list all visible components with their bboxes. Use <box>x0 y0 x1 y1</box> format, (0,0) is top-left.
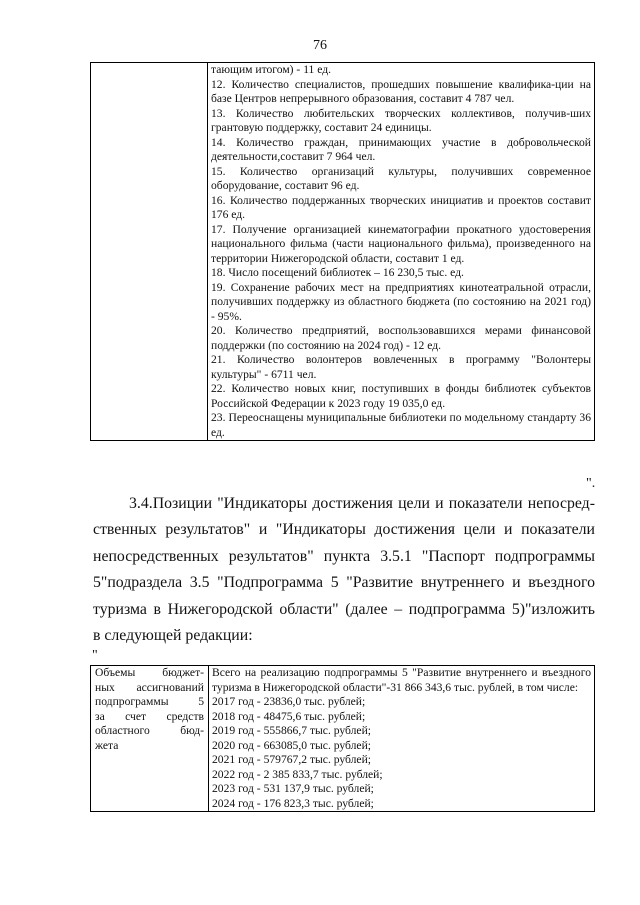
budget-year-item: 2021 год - 579767,2 тыс. рублей; <box>212 753 372 766</box>
list-item: 21. Количество волонтеров вовлеченных в программу "Волонтеры культуры" - 6711 чел. <box>211 353 591 381</box>
budget-year-item: 2022 год - 2 385 833,7 тыс. рублей; <box>212 767 383 781</box>
paragraph-line: в следующей редакции: <box>93 627 253 645</box>
list-item: 23. Переоснащены муниципальные библиотеки по модельному стандарту 36 ед. <box>211 411 591 439</box>
budget-intro: Всего на реализацию подпрограммы 5 "Развитие внутреннего и въездного туризма в Нижегородской области"-31 866 343,6 тыс. рублей, в том числе: <box>212 666 591 694</box>
list-item: 19. Сохранение рабочих мест на предприятиях кинотеатральной отрасли, получивших поддержку из областного бюджета (по состоянию на 2021 год) - 95%. <box>211 280 591 323</box>
budget-label-cell <box>91 666 209 812</box>
list-item: тающим итогом) - 11 ед. <box>211 63 332 76</box>
table-row <box>91 666 595 812</box>
paragraph-line: 5"подраздела 3.5 "Подпрограмма 5 "Развитие внутреннего и въездного <box>93 574 595 592</box>
budget-year-item: 2019 год - 555866,7 тыс. рублей; <box>212 724 372 737</box>
table-row <box>91 63 595 441</box>
paragraph-line: непосредственных результатов" пункта 3.5.1 "Паспорт подпрограммы <box>93 547 595 565</box>
list-item: 16. Количество поддержанных творческих инициатив и проектов составит 176 ед. <box>211 193 591 221</box>
paragraph-line: туризма в Нижегородской области" (далее – подпрограмма 5)"изложить <box>93 600 595 618</box>
budget-value-cell <box>209 666 595 812</box>
table-value-cell <box>208 63 595 441</box>
amendment-paragraph <box>93 491 595 649</box>
budget-label-line: областного бюд- <box>95 724 204 737</box>
budget-year-item: 2018 год - 48475,6 тыс. рублей; <box>212 709 366 723</box>
list-item: 15. Количество организаций культуры, получивших современное оборудование, составит 96 ед. <box>211 164 591 192</box>
budget-year-item: 2020 год - 663085,0 тыс. рублей; <box>212 738 372 752</box>
table-label-cell <box>91 63 208 441</box>
list-item: 20. Количество предприятий, воспользовавшихся мерами финансовой поддержки (по состоянию на 2024 год) - 12 ед. <box>211 324 591 352</box>
budget-label-line: за счет средств <box>95 709 204 723</box>
budget-allocations-table <box>90 665 595 812</box>
budget-year-item: 2024 год - 176 823,3 тыс. рублей; <box>212 796 374 810</box>
page-number: 76 <box>313 38 327 53</box>
budget-year-item: 2017 год - 23836,0 тыс. рублей; <box>212 695 366 708</box>
list-item: 18. Число посещений библиотек – 16 230,5 тыс. ед. <box>211 266 464 279</box>
budget-year-item: 2023 год - 531 137,9 тыс. рублей; <box>212 782 374 795</box>
list-item: 12. Количество специалистов, прошедших повышение квалифика-ции на базе Центров непрерывного образования, составит 4 787 чел. <box>211 77 591 105</box>
list-item: 22. Количество новых книг, поступивших в фонды библиотек субъектов Российской Федерации к 2023 году 19 035,0 ед. <box>211 382 591 410</box>
paragraph-line: ственных результатов" и "Индикаторы достижения цели и показатели <box>93 521 595 539</box>
budget-label-line: ных ассигнований <box>95 680 204 694</box>
list-item: 14. Количество граждан, принимающих участие в добровольческой деятельности,составит 7 964 чел. <box>211 135 591 163</box>
indicators-table-continued <box>90 62 595 441</box>
list-item: 17. Получение организацией кинематографии прокатного удостоверения национального фильма (части национального фильма), произведенного на территории Нижегородской области, составит 1 ед. <box>211 222 591 265</box>
budget-label-line: подпрограммы 5 <box>95 695 204 708</box>
list-item: 13. Количество любительских творческих коллективов, получив-ших грантовую поддержку, составит 24 единицы. <box>211 106 591 134</box>
closing-quote: ". <box>586 476 596 491</box>
paragraph-line: 3.4.Позиции "Индикаторы достижения цели и показатели непосред- <box>129 495 595 512</box>
budget-label-line: Объемы бюджет- <box>95 666 204 679</box>
budget-label-line: жета <box>95 738 119 752</box>
opening-quote: " <box>92 648 98 663</box>
